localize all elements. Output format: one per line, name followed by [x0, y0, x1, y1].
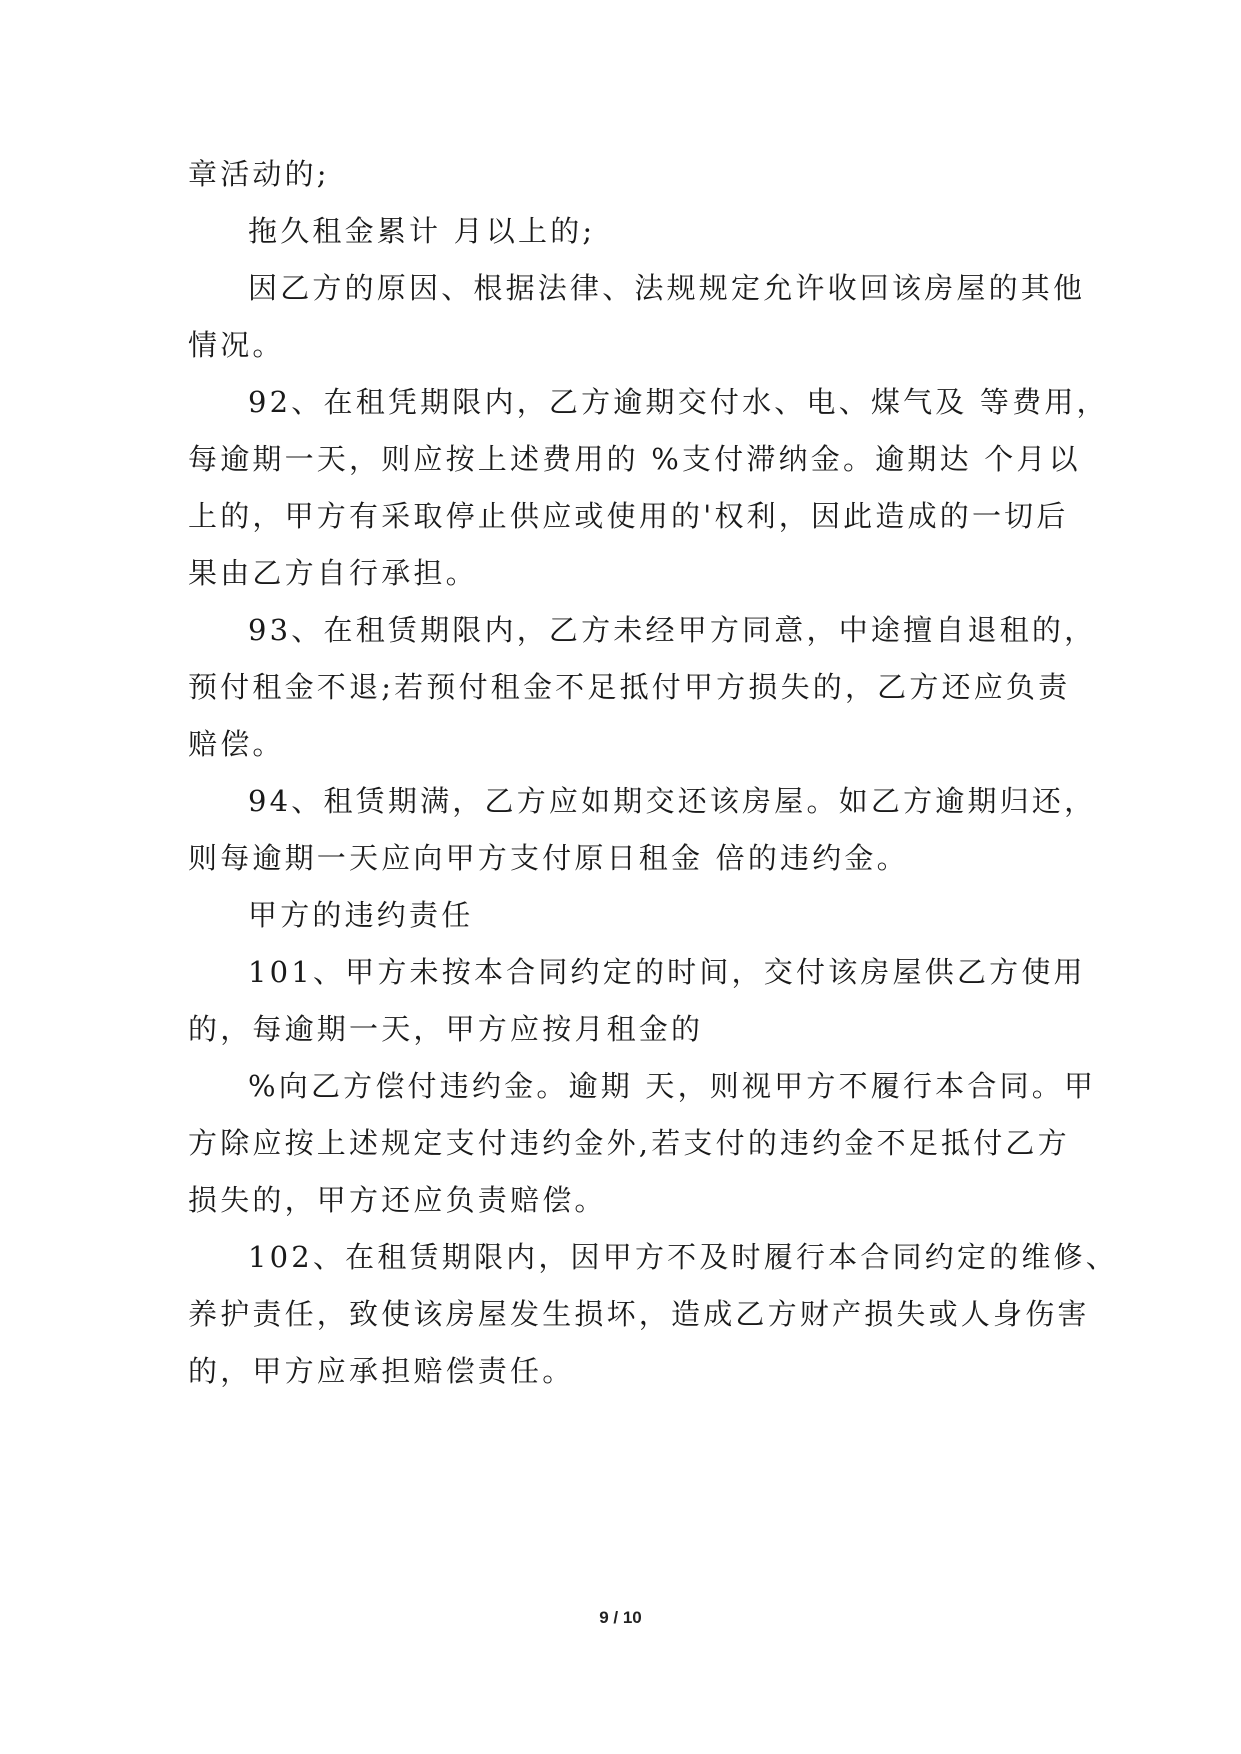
- text-line: 的，每逾期一天，甲方应按月租金的: [188, 1012, 704, 1046]
- text-line: 赔偿。: [188, 727, 285, 761]
- text-line: 损失的，甲方还应负责赔偿。: [188, 1183, 607, 1217]
- text-line: 章活动的;: [188, 157, 330, 191]
- text-line: 的，甲方应承担赔偿责任。: [188, 1354, 575, 1388]
- text-line: 方除应按上述规定支付违约金外,若支付的违约金不足抵付乙方: [188, 1126, 1070, 1160]
- text-line: 养护责任，致使该房屋发生损坏，造成乙方财产损失或人身伤害: [188, 1297, 1090, 1331]
- text-line: 果由乙方自行承担。: [188, 556, 478, 590]
- text-line: 拖久租金累计 月以上的;: [248, 214, 596, 248]
- text-line: 94、租赁期满，乙方应如期交还该房屋。如乙方逾期归还，: [248, 784, 1097, 818]
- text-line: 情况。: [188, 328, 285, 362]
- text-line: 上的，甲方有采取停止供应或使用的'权利，因此造成的一切后: [188, 499, 1069, 533]
- section-heading: 甲方的违约责任: [248, 898, 474, 932]
- text-line: 92、在租凭期限内，乙方逾期交付水、电、煤气及 等费用，: [248, 385, 1109, 419]
- text-line: 每逾期一天，则应按上述费用的 %支付滞纳金。逾期达 个月以: [188, 442, 1081, 476]
- text-line: 预付租金不退;若预付租金不足抵付甲方损失的，乙方还应负责: [188, 670, 1071, 704]
- text-line: %向乙方偿付违约金。逾期 天，则视甲方不履行本合同。甲: [248, 1069, 1097, 1103]
- text-line: 则每逾期一天应向甲方支付原日租金 倍的违约金。: [188, 841, 909, 875]
- text-line: 93、在租赁期限内，乙方未经甲方同意，中途擅自退租的，: [248, 613, 1097, 647]
- page-number: 9 / 10: [599, 1608, 642, 1627]
- text-line: 101、甲方未按本合同约定的时间，交付该房屋供乙方使用: [248, 955, 1086, 989]
- text-line: 因乙方的原因、根据法律、法规规定允许收回该房屋的其他: [248, 271, 1086, 305]
- text-line: 102、在租赁期限内，因甲方不及时履行本合同约定的维修、: [248, 1240, 1118, 1274]
